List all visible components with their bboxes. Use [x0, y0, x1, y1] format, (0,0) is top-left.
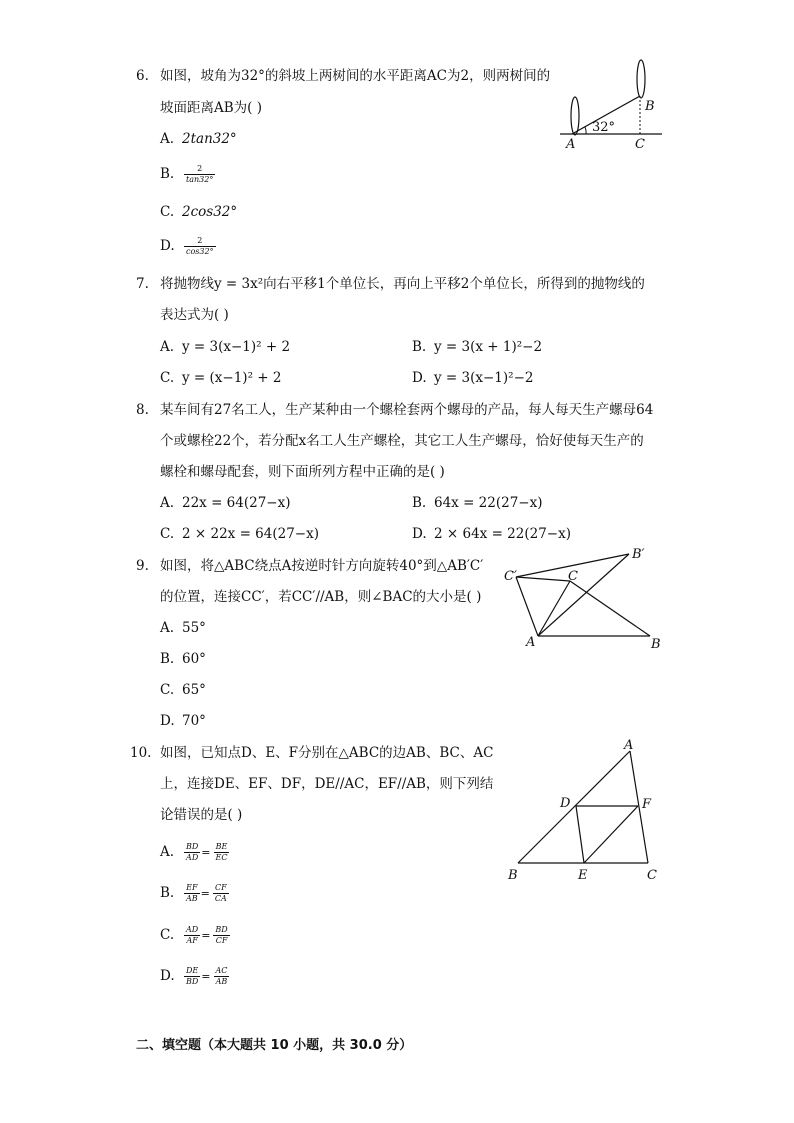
point-c1-label: C′	[504, 569, 517, 584]
question-text: 个或螺栓22个，若分配x名工人生产螺栓，其它工人生产螺母，恰好使每天生产的	[160, 433, 644, 449]
option-c[interactable]	[160, 525, 319, 543]
segment-ab	[518, 751, 630, 863]
option-label: A.	[160, 844, 175, 860]
numerator: BD	[186, 842, 199, 851]
question-text: 坡面距离AB为( )	[160, 100, 262, 116]
option-a[interactable]	[160, 842, 229, 863]
option-label: A.	[160, 339, 175, 355]
option-label: A.	[160, 620, 175, 636]
fraction	[184, 236, 216, 257]
question-text: 如图，将△ABC绕点A按逆时针方向旋转40°到△AB′C′	[160, 558, 484, 574]
question-text: 将抛物线y = 3x²向右平移1个单位长，再向上平移2个单位长，所得到的抛物线的	[160, 276, 645, 292]
fraction	[184, 164, 215, 185]
option-text: 64x = 22(27−x)	[434, 495, 543, 511]
option-text: y = 3(x−1)²−2	[434, 370, 534, 386]
point-f-label: F	[642, 797, 652, 812]
option-label: D.	[160, 968, 175, 984]
option-d[interactable]	[160, 966, 229, 987]
option-label: D.	[160, 238, 175, 254]
segment-ac1	[516, 577, 538, 636]
question-number: 7.	[136, 276, 149, 292]
point-a-label: A	[526, 635, 536, 650]
denominator: CF	[213, 935, 229, 946]
numerator: AC	[215, 966, 228, 975]
question-text: 如图，已知点D、E、F分别在△ABC的边AB、BC、AC	[160, 745, 494, 761]
option-text: y = 3(x + 1)²−2	[434, 339, 543, 355]
option-label: A.	[160, 131, 175, 147]
point-c-label: C	[647, 868, 657, 883]
angle-arc	[585, 127, 586, 134]
option-a[interactable]	[160, 130, 237, 148]
option-label: B.	[160, 885, 175, 901]
question-text: 某车间有27名工人，生产某种由一个螺栓套两个螺母的产品，每人每天生产螺母64	[160, 402, 654, 418]
option-a[interactable]	[160, 338, 290, 356]
option-label: C.	[160, 526, 175, 542]
option-label: C.	[160, 927, 175, 943]
point-b-label: B	[651, 637, 661, 652]
option-c[interactable]	[160, 925, 230, 946]
option-a[interactable]	[160, 619, 206, 637]
fraction-right	[213, 883, 229, 904]
option-label: B.	[412, 339, 427, 355]
option-d[interactable]	[160, 712, 206, 730]
option-text: 60°	[182, 651, 206, 667]
denominator: AB	[186, 894, 198, 903]
denominator: EC	[215, 853, 228, 862]
denominator: AF	[184, 935, 200, 946]
option-label: D.	[160, 713, 175, 729]
option-a[interactable]	[160, 494, 291, 512]
fraction-right	[214, 842, 230, 863]
fraction-right	[213, 925, 229, 946]
option-label: C.	[160, 204, 175, 220]
option-b[interactable]	[160, 164, 215, 185]
option-text: 2 × 22x = 64(27−x)	[182, 526, 319, 542]
option-b[interactable]	[412, 494, 543, 512]
segment-ac	[538, 581, 570, 636]
option-text: 70°	[182, 713, 206, 729]
question-number: 10.	[130, 745, 152, 761]
option-text: 2tan32°	[182, 131, 237, 147]
segment-cc1	[516, 577, 570, 581]
numerator: AD	[186, 925, 199, 934]
denominator: AD	[184, 852, 200, 863]
numerator: EF	[186, 883, 198, 892]
denominator: BD	[186, 977, 199, 986]
fraction-left	[184, 925, 200, 946]
option-c[interactable]	[160, 369, 281, 387]
point-b1-label: B′	[632, 547, 645, 562]
option-c[interactable]	[160, 681, 206, 699]
option-d[interactable]	[412, 525, 571, 543]
option-text: y = 3(x−1)² + 2	[182, 339, 291, 355]
question-text: 论错误的是( )	[160, 807, 243, 823]
equals-sign: =	[201, 845, 211, 859]
numerator: DE	[186, 966, 199, 975]
point-d-label: D	[560, 796, 571, 811]
option-label: C.	[160, 682, 175, 698]
option-text: 65°	[182, 682, 206, 698]
option-label: D.	[412, 370, 427, 386]
option-b[interactable]	[412, 338, 542, 356]
option-text: 55°	[182, 620, 206, 636]
rotation-figure	[500, 542, 670, 654]
option-d[interactable]	[160, 236, 216, 257]
option-label: D.	[412, 526, 427, 542]
option-label: B.	[412, 495, 427, 511]
question-text: 表达式为( )	[160, 307, 229, 323]
point-b-label: B	[645, 99, 655, 114]
segment-ef	[584, 806, 638, 863]
fraction-right	[214, 966, 230, 987]
question-text: 的位置，连接CC′，若CC′//AB，则∠BAC的大小是( )	[160, 589, 482, 605]
slope-figure	[560, 56, 670, 152]
point-e-label: E	[578, 868, 588, 883]
denominator: cos32°	[186, 247, 214, 256]
point-a-label: A	[566, 137, 576, 152]
question-number: 6.	[136, 68, 149, 84]
option-text: 22x = 64(27−x)	[182, 495, 291, 511]
fraction-left	[184, 966, 200, 987]
question-text: 上，连接DE、EF、DF，DE//AC，EF//AB，则下列结	[160, 776, 494, 792]
fraction-left	[184, 883, 200, 904]
option-label: A.	[160, 495, 175, 511]
point-a-label: A	[624, 738, 634, 753]
numerator: 2	[197, 164, 203, 173]
point-c-label: C	[635, 137, 645, 152]
numerator: CF	[214, 883, 227, 892]
tree-a	[571, 97, 579, 135]
point-c-label: C	[568, 569, 578, 584]
equals-sign: =	[201, 969, 211, 983]
question-text: 螺栓和螺母配套，则下面所列方程中正确的是( )	[160, 464, 445, 480]
option-text: 2cos32°	[182, 204, 238, 220]
option-b[interactable]	[160, 883, 229, 904]
denominator: tan32°	[186, 175, 214, 184]
question-number: 8.	[136, 402, 149, 418]
numerator: 2	[197, 236, 203, 245]
fraction-left	[184, 842, 200, 863]
equals-sign: =	[201, 928, 211, 942]
option-c[interactable]	[160, 203, 237, 221]
option-text: y = (x−1)² + 2	[182, 370, 282, 386]
option-label: B.	[160, 166, 175, 182]
triangle-figure	[500, 735, 670, 885]
question-text: 如图，坡角为32°的斜坡上两树间的水平距离AC为2，则两树间的	[160, 68, 551, 84]
segment-ab1	[538, 554, 629, 636]
denominator: AB	[214, 976, 230, 987]
angle-label: 32°	[592, 120, 616, 135]
segment-bc	[570, 581, 650, 636]
option-d[interactable]	[412, 369, 533, 387]
numerator: BD	[215, 925, 228, 934]
numerator: BE	[215, 842, 228, 851]
point-b-label: B	[508, 868, 518, 883]
segment-de	[576, 806, 584, 863]
option-b[interactable]	[160, 650, 206, 668]
tree-b	[637, 60, 645, 98]
option-label: C.	[160, 370, 175, 386]
section-title: 二、填空题（本大题共 10 小题，共 30.0 分）	[136, 1038, 413, 1053]
option-label: B.	[160, 651, 175, 667]
option-text: 2 × 64x = 22(27−x)	[434, 526, 571, 542]
denominator: CA	[214, 894, 227, 903]
equals-sign: =	[200, 886, 210, 900]
question-number: 9.	[136, 558, 149, 574]
